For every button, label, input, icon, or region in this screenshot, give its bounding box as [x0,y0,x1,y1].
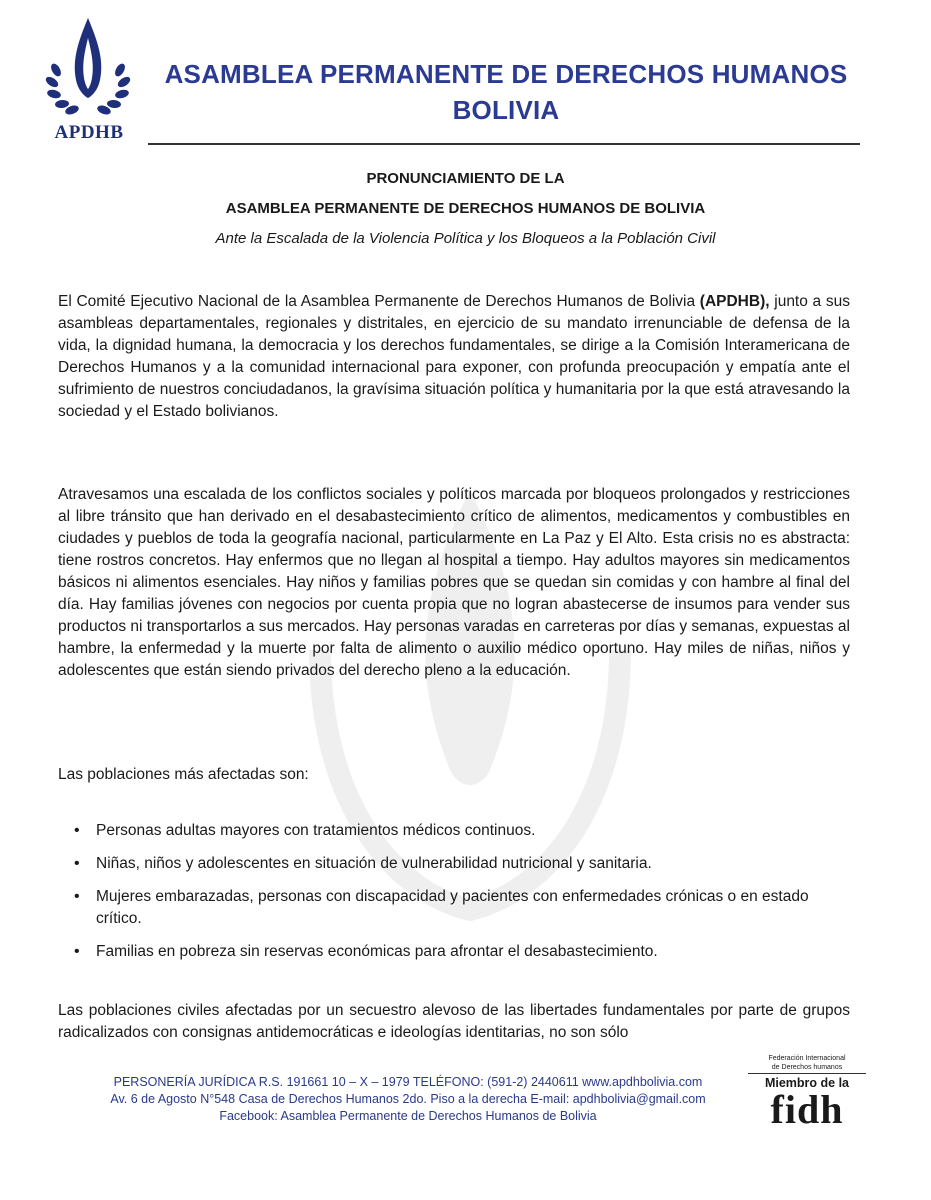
paragraph-civilians: Las poblaciones civiles afectadas por un secuestro alevoso de las libertades fundamentales por parte de grupos radicalizados con consignas antidemocráticas e ideologías identitarias, no son sólo [58,1002,850,1041]
list-item: • Personas adultas mayores con tratamientos médicos continuos. [60,820,850,842]
document-title-line2: ASAMBLEA PERMANENTE DE DERECHOS HUMANOS DE BOLIVIA [225,200,706,217]
list-item: • Familias en pobreza sin reservas económicas para afrontar el desabastecimiento. [60,941,850,963]
apdhb-logo [38,14,138,144]
header-divider [148,143,860,145]
fidh-federation-text: Federación Internacional [768,1055,846,1062]
affected-populations-list [60,820,850,974]
paragraph-intro-lead: El Comité Ejecutivo Nacional de la Asamblea Permanente de Derechos Humanos de Bolivia [58,293,696,310]
footer-facebook-line: Facebook: Asamblea Permanente de Derechos Humanos de Bolivia [219,1109,597,1123]
document-subtitle: Ante la Escalada de la Violencia Política y los Bloqueos a la Población Civil [215,230,716,247]
apdhb-abbrev: (APDHB), [699,293,770,310]
paragraph-intro [58,291,850,423]
footer-legal-line: PERSONERÍA JURÍDICA R.S. 191661 10 – X – 1979 TELÉFONO: (591-2) 2440611 www.apdhbolivia.com [113,1075,703,1089]
organization-country: BOLIVIA [452,95,560,125]
footer-address-line: Av. 6 de Agosto N°548 Casa de Derechos Humanos 2do. Piso a la derecha E-mail: apdhbolivia@gmail.com [110,1092,706,1106]
list-item: • Mujeres embarazadas, personas con discapacidad y pacientes con enfermedades crónicas o en estado crítico. [60,886,850,930]
logo-text: APDHB [54,122,124,143]
organization-title [148,56,864,128]
document-title-line1: PRONUNCIAMIENTO DE LA [366,170,565,187]
fidh-member-badge [748,1054,866,1130]
organization-name: ASAMBLEA PERMANENTE DE DERECHOS HUMANOS [164,59,848,89]
paragraph-crisis: Atravesamos una escalada de los conflictos sociales y políticos marcada por bloqueos prolongados y restricciones al libre tránsito que han derivado en el desabastecimiento crítico de alimentos, medicamentos y combustibles en ciudades y pueblos de toda la geografía nacional, particularmente en La Paz y El Alto. Esta crisis no es abstracta: tiene rostros concretos. Hay enfermos que no llegan al hospital a tiempo. Hay adultos mayores sin medicamentos básicos ni alimentos esenciales. Hay niños y familias pobres que se quedan sin comidas y con hambre al final del día. Hay familias jóvenes con negocios por cuenta propia que no logran abastecerse de insumos para vender sus productos ni transportarlos a sus mercados. Hay personas varadas en carreteras por días y semanas, expuestas al hambre, la enfermedad y la muerte por falta de alimento o auxilio médico oportuno. Hay miles de niñas, niños y adolescentes que están siendo privados del derecho pleno a la educación. [58,486,850,679]
flame-laurel-icon [38,14,138,122]
list-item: • Niñas, niños y adolescentes en situación de vulnerabilidad nutricional y sanitaria. [60,853,850,875]
paragraph-affected-intro: Las poblaciones más afectadas son: [58,766,309,783]
fidh-member-text: Miembro de la [764,1076,850,1090]
footer-contact [58,1074,758,1125]
fidh-logo-text: fidh [770,1087,844,1132]
fidh-rights-text: de Derechos humanos [748,1063,866,1074]
paragraph-intro-rest: junto a sus asambleas departamentales, regionales y distritales, en ejercicio de su mandato irrenunciable de defensa de la vida, la dignidad humana, la democracia y los derechos fundamentales, se dirige a la Comisión Interamericana de Derechos Humanos y a la comunidad internacional para exponer, con profunda preocupación y empatía ante el sufrimiento de nuestros conciudadanos, la gravísima situación política y humanitaria por la que está atravesando la sociedad y el Estado bolivianos. [58,293,850,420]
